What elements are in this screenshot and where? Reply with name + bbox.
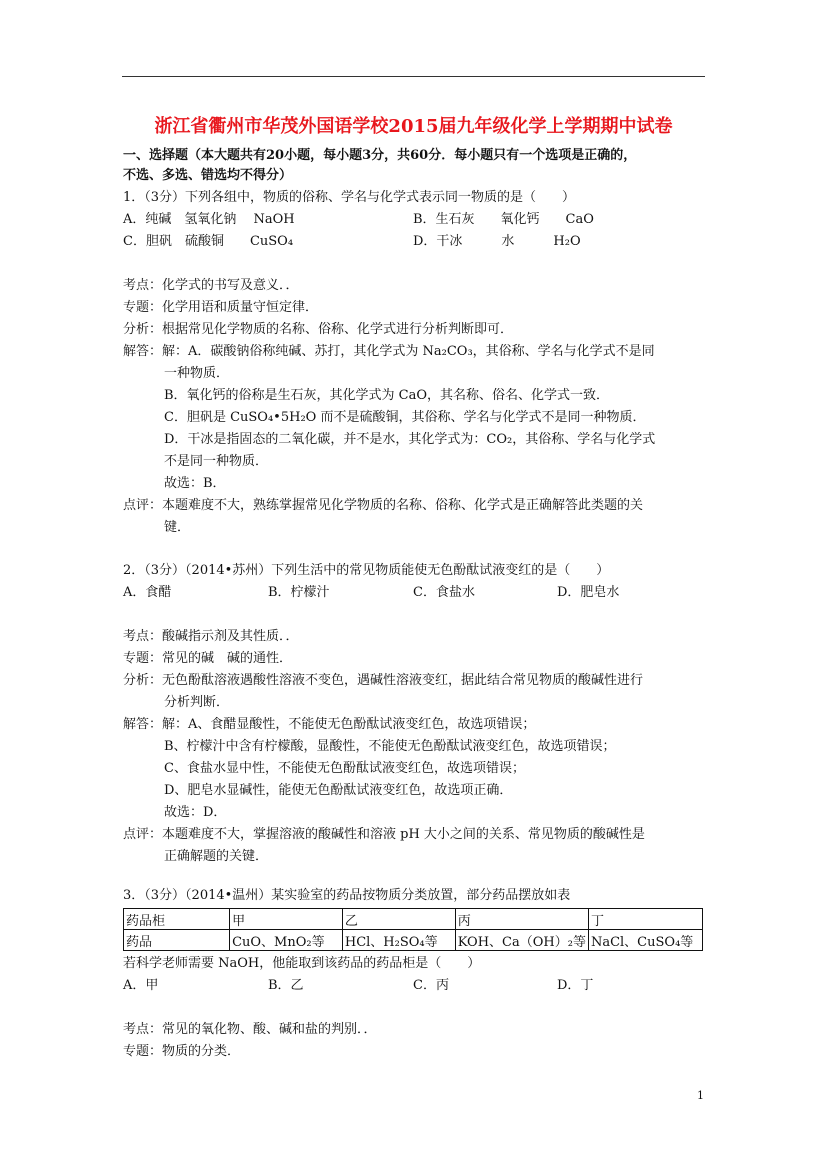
q1-option-c: C．胆矾 硫酸铜 CuSO₄ — [123, 234, 294, 249]
table-header-cell: 丁 — [588, 909, 702, 930]
q3-option-a: A．甲 — [123, 978, 159, 993]
q2-jieda-5: 故选：D． — [164, 805, 227, 820]
q2-kaodian: 考点：酸碱指示剂及其性质．． — [123, 629, 299, 644]
q1-jieda-4: C．胆矾是 CuSO₄•5H₂O 而不是硫酸铜，其俗称、学名与化学式不是同一种物质． — [164, 410, 646, 425]
q3-option-b: B．乙 — [268, 978, 304, 993]
q1-jieda-5: D．干冰是指固态的二氧化碳，并不是水，其化学式为：CO₂，其俗称、学名与化学式 — [164, 432, 656, 447]
q2-jieda-3: C、食盐水显中性，不能使无色酚酞试液变红色，故选项错误； — [164, 761, 525, 776]
q2-option-b: B．柠檬汁 — [268, 585, 330, 600]
q1-zhuanti: 专题：化学用语和质量守恒定律． — [123, 300, 319, 315]
q2-fenxi-1: 分析：无色酚酞溶液遇酸性溶液不变色，遇碱性溶液变红，据此结合常见物质的酸碱性进行 — [123, 673, 644, 688]
q2-jieda-4: D、肥皂水显碱性，能使无色酚酞试液变红色，故选项正确． — [164, 783, 513, 798]
q1-option-a: A．纯碱 氢氧化钠 NaOH — [123, 212, 295, 227]
q3-option-c: C．丙 — [413, 978, 449, 993]
q2-zhuanti: 专题：常见的碱 碱的通性． — [123, 651, 293, 666]
table-cell: NaCl、CuSO₄等 — [588, 930, 702, 951]
q2-jieda-2: B、柠檬汁中含有柠檬酸，显酸性，不能使无色酚酞试液变红色，故选项错误； — [164, 739, 616, 754]
table-header-cell: 丙 — [455, 909, 588, 930]
q3-kaodian: 考点：常见的氧化物、酸、碱和盐的判别．． — [123, 1022, 377, 1037]
reagent-cabinet-table — [123, 908, 703, 951]
table-header-cell: 甲 — [230, 909, 343, 930]
q2-option-d: D．肥皂水 — [557, 585, 620, 600]
header-rule — [122, 76, 705, 77]
q1-jieda-1: 解答：解：A．碳酸钠俗称纯碱、苏打，其化学式为 Na₂CO₃，其俗称、学名与化学式不是同 — [123, 344, 655, 359]
table-cell: 药品 — [124, 930, 230, 951]
page-number: 1 — [697, 1089, 704, 1102]
q3-zhuanti: 专题：物质的分类． — [123, 1044, 241, 1059]
q1-jieda-2: 一种物质． — [164, 366, 230, 381]
q1-jieda-6: 不是同一种物质． — [164, 454, 269, 469]
q1-option-b: B．生石灰 氧化钙 CaO — [413, 212, 594, 227]
q1-fenxi: 分析：根据常见化学物质的名称、俗称、化学式进行分析判断即可． — [123, 322, 514, 337]
table-row — [124, 909, 703, 930]
table-header-cell: 乙 — [342, 909, 455, 930]
q2-dianping-2: 正确解题的关键． — [164, 849, 269, 864]
table-cell: CuO、MnO₂等 — [230, 930, 343, 951]
q3-option-d: D．丁 — [557, 978, 594, 993]
q1-dianping-2: 键． — [164, 520, 191, 535]
q1-dianping-1: 点评：本题难度不大，熟练掌握常见化学物质的名称、俗称、化学式是正确解答此类题的关 — [123, 498, 644, 513]
q1-jieda-3: B．氧化钙的俗称是生石灰，其化学式为 CaO，其名称、俗名、化学式一致． — [164, 388, 610, 403]
q3-ask: 若科学老师需要 NaOH，他能取到该药品的药品柜是（ ） — [123, 956, 481, 971]
table-header-cell: 药品柜 — [124, 909, 230, 930]
q1-kaodian: 考点：化学式的书写及意义．． — [123, 278, 299, 293]
table-cell: KOH、Ca（OH）₂等 — [455, 930, 588, 951]
table-cell: HCl、H₂SO₄等 — [342, 930, 455, 951]
q2-dianping-1: 点评：本题难度不大，掌握溶液的酸碱性和溶液 pH 大小之间的关系、常见物质的酸碱性是 — [123, 827, 645, 842]
q1-stem: 1．（3分）下列各组中，物质的俗称、学名与化学式表示同一物质的是（ ） — [123, 190, 576, 205]
q2-option-c: C．食盐水 — [413, 585, 475, 600]
q2-jieda-1: 解答：解：A、食醋显酸性，不能使无色酚酞试液变红色，故选项错误； — [123, 717, 536, 732]
q2-stem: 2．（3分）（2014•苏州）下列生活中的常见物质能使无色酚酞试液变红的是（ ） — [123, 563, 610, 578]
page-title: 浙江省衢州市华茂外国语学校2015届九年级化学上学期期中试卷 — [154, 116, 673, 137]
table-row — [124, 930, 703, 951]
section-heading-line1: 一、选择题（本大题共有20小题，每小题3分，共60分．每小题只有一个选项是正确的， — [123, 148, 637, 163]
q1-option-d: D．干冰 水 H₂O — [413, 234, 581, 249]
q1-jieda-7: 故选：B． — [164, 476, 226, 491]
q2-option-a: A．食醋 — [123, 585, 172, 600]
q3-stem: 3．（3分）（2014•温州）某实验室的药品按物质分类放置，部分药品摆放如表 — [123, 888, 571, 903]
section-heading-line2: 不选、多选、错选均不得分） — [123, 168, 293, 183]
q2-fenxi-2: 分析判断． — [164, 695, 230, 710]
